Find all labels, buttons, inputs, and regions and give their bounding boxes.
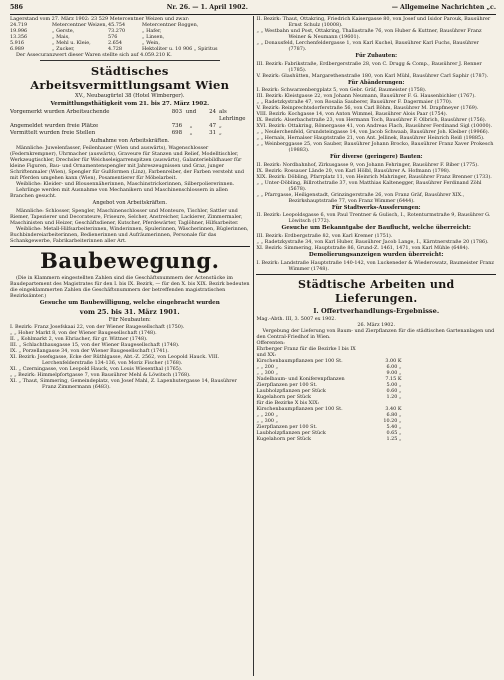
offer-cell: 1.25 „ (386, 436, 402, 443)
offer-male: Männliche: Schlosser, Spengler, Maschinenschlosser und Monteure, Tischler, Sattler und Riemer, Tapezierer und Decorateure, Friseure, Selcher, Anstreicher, Lackierer, Zimmermaler, Maschinisten und Heizer, Geschäftsdiener, Kutscher, Pferdewärter, Taglöhner, Hilfsarbeiter. (10, 207, 243, 226)
page-header (10, 4, 496, 15)
list-item: III. Bezirk: Erdbergstraße 82, von Karl Kremer (1751). (256, 233, 393, 240)
offer-cell: 6.00 „ (386, 364, 402, 371)
offer-cell: 10.20 „ (383, 418, 402, 425)
baubewegung-title: Baubewegung. (40, 247, 220, 273)
left-column (10, 16, 250, 676)
market-cell: 19.996 (10, 28, 28, 34)
market-note: Der Assecuranzwert dieser Waren stellte sich auf 4.059.210 K. (16, 52, 172, 58)
list-item: XIX. Bezirk: Döbling, Pfarrplatz 11, von Heinrich Mahringer, Bausührer Franz Brenner (1733). (256, 173, 492, 180)
list-item: IX. „ Porzellangasse 34, von der Wiener Baugesellschaft (1741). (10, 348, 169, 355)
bauten-heading: Für diverse (geringere) Bauten: (329, 154, 423, 161)
baubewegung-heading: Gesuche um Baubewilligung, welche eingebracht wurden (39, 299, 220, 306)
neubau-entries (10, 324, 250, 390)
list-item: IX. Bezirk: Alserbachstraße 23, von Hermann Toch, Bausührer F. Olbrich, Bausührer (1756). (256, 117, 487, 124)
market-cell: 5.916 (10, 40, 25, 46)
list-item: VIII. Bezirk: Kochgasse 14, von Anton Wimmel, Bausührer Alois Paar (1754). (256, 111, 448, 118)
list-item: „ „ Radetzkystraße 47, von Rosalia Sauberer, Bausührer F. Dagermaier (1770). (256, 99, 453, 106)
list-item: „ „ Pfarrgasse, Heiligenstadt, Grinzingerstraße 26, von Franz Gräf, Bausührer XIX., Bezirkshauptstraße 77, von Franz Wimmer (6444). (256, 191, 465, 204)
stats-cell: als Lehrlinge (219, 108, 246, 122)
list-item: „ „ Donausfeld, Lerchenfeldergasse 1, von Karl Kuchel, Bausührer Karl Fuchs, Bausührer (7787). (256, 40, 479, 52)
stats-cell: „ (189, 129, 193, 136)
demand-female: Weibliche: Kleider- und Blousennäherinnen, Maschinstrickerinnen, Silberpoliererinnen. (16, 181, 235, 188)
market-cell: 45.754 (108, 22, 126, 28)
offer-cell (356, 346, 401, 358)
list-item: XI. „ Czerningasse, von Leopold Hauck, von Louis Wiesenthal (1765). (10, 366, 183, 373)
market-cell: 73.270 (108, 28, 126, 34)
divider (40, 60, 220, 61)
market-cell: Metercentner Roggen, (142, 22, 199, 28)
stats-cell: 24 (209, 108, 216, 115)
offer-cell: 5.40 „ (386, 424, 402, 431)
offer-row (256, 436, 496, 442)
list-item: „ „ Hoher Markt 8, von der Wiener Baugesellschaft (1748). (10, 330, 157, 337)
entries-list (256, 212, 496, 224)
offer-cell: Laubholzpflanzen per Stück (256, 430, 326, 437)
list-item: XI. „ Thaut, Simmering, Gemeindeplatz, von Josef Mahl, Z. Lapenhutergasse 14, Bausührer Franz Zimmermann (6483). (10, 378, 237, 391)
list-item: „ „ Unter-Döbling, Billrothstraße 37, von Matthias Kaltenegger, Bausührer Ferdinand Zöhl (5678). (256, 179, 482, 192)
offer-cell: 0.65 „ (386, 430, 402, 437)
offer-heading: Angebot von Arbeitskräften. (92, 200, 167, 207)
stats-cell: Angemeldet wurden freie Plätze (10, 122, 99, 129)
offer-cell: für die Bezirke X bis XIX: (256, 400, 320, 407)
market-cell: „ Hafer, (142, 28, 162, 34)
market-cell: „ Wein, (142, 40, 160, 46)
offer-cell: Ehrberger Franz für die Bezirke I bis IX und XX: (256, 346, 356, 359)
list-item: II. Bezirk: Leopoldsgasse 6, von Paul Trentner & Gulisch, I., Rotenturmstraße 9, Bausührer G. Löwitsch (1772). (256, 212, 491, 225)
list-item: IX. Bezirk: Rossauer Lände 20, von Karl Hölbl, Bausührer A. Hofmann (1798). (256, 167, 451, 174)
entries-list (256, 162, 496, 204)
entries-list (256, 260, 496, 272)
stats-cell: „ (189, 122, 193, 129)
market-cell: 24.719 (10, 22, 28, 28)
market-cell: 2.654 (108, 40, 123, 46)
verhandlung-desc: Vergebung der Lieferung von Baum- und Zierpflanzen für die städtischen Gartenanlagen und den Central-Friedhof in Wien. (256, 328, 495, 341)
list-item: V. Bezirk: Reinprechtsdorferstraße 56, von Carl Böhm, Bausührer M. Drapfmeyer (1769). (256, 105, 479, 112)
stats-table (10, 109, 250, 137)
right-column (256, 16, 496, 676)
offer-cell: Zierpflanzen per 100 St. (256, 424, 317, 431)
stats-cell: 736 (171, 122, 182, 129)
market-intro: Lagerstand vom 27. März 1902: 23 529 Metercentner Weizen und zwar: (10, 16, 190, 22)
list-item: „ „ Weinberggasse 25, von Sauber, Bausührer Johann Brocko, Bausührer Franz Xaver Prokesch (19883). (256, 141, 494, 154)
offer-table (256, 346, 496, 442)
list-item: I. Bezirk: Landstraße Hauptstraße 140-142, von Luckeneder & Wiederowatz, Baumeister Franz Wimmer (1748). (256, 260, 494, 273)
list-item: „ „ Westbahn und Post, Ottakring, Thaliastraße 76, von Huber & Kuttner, Bausührer Franz Weiner & Neumann (19601). (256, 28, 482, 40)
offer-cell: Laubholzpflanzen per Stück (256, 388, 326, 395)
offer-cell: Kirschenbaumpflanzen per 100 St. (256, 358, 343, 365)
column-divider (253, 16, 254, 676)
verhandlung-date: 26. März 1902. (357, 322, 396, 329)
stats-cell: Vorgemerkt wurden Arbeitsuchende (10, 108, 110, 115)
market-cell: „ Zucker, (52, 46, 75, 52)
stats-row (10, 109, 250, 123)
offer-cell: 6.80 „ (386, 412, 402, 419)
offer-cell: „ „ 200 „ (256, 412, 279, 419)
list-item: XI. Bezirk: Simmering, Hauptstraße 86, Grund-Z. 1461, 1471, von Karl Mühle (6484). (256, 245, 470, 252)
demand-male: Männliche: Juwelenfasser, Feilenhauer (Wien und auswärts), Wagenschlosser (Federnkrempner), Uhrmacher (auswärts), Graveure für Stanzen und Relief, Modelltischler, Werkzeugtischler, Drechsler für Weichseleigarrenspitzen (auswärts), Galanteriebildhauer für kleine Figuren, Bau- und Ornamentenspengler mit Jahreszeugnissen und Graz, junger Schriftenmaler (Wien), Spengler für Gußformen (Linz), Farbenreiber, der Farben versteht und mit Pferden umgehen kann (Wien), Posamentierer für Möbelarbeit. (10, 145, 244, 182)
list-item: III. „ Schlachthausgasse 15, von der Wiener Baugesellschaft (1748). (10, 342, 180, 349)
list-item: XI. Bezirk: Josefsgasse, Ecke der Rüthlgasse, Abt.-Z. 2562, von Leopold Hauck. VIII. Lerchenfelderstraße 134-136, von Moriz Fischer (1768). (10, 354, 220, 367)
market-cell: Metercentner Weizen, (52, 22, 108, 28)
list-item: XVI. Bezirk: Ottakring, Römergasse 41, von Andreas Flach, Bausührer Ferdinand Sigl (10000). (256, 123, 493, 130)
entries-list (256, 16, 496, 52)
list-item: „ „ Hernals, Hernalser Hauptstraße 21, von Ant. Jellinek, Bausührer Heinrich Reiß (19885). (256, 135, 485, 142)
demand-apprentices: Lehrlinge werden mit Ausnahme von Mechanikern und Maschinenschlossern in allen Branchen gesucht. (10, 187, 228, 200)
stadtwerke-heading: Für Stadtwerks-Aussferungen: (331, 204, 421, 211)
abaenderungen-heading: Für Abänderungen: (347, 79, 405, 86)
offer-label: Offerenten: (256, 340, 285, 347)
list-item: „ „ Neulerchenfeld, Grundsteingasse 14, von Jacob Schwaab, Bausührer Joh. Kleiber (19966). (256, 129, 490, 136)
stats-cell: Vermittelt wurden freie Stellen (10, 129, 96, 136)
offer-cell: 1.20 „ (386, 394, 402, 401)
stats-cell: und (185, 108, 197, 115)
market-cell: „ Mais, (52, 34, 70, 40)
list-item: II. Bezirk: Nordbahnhof, Zirkusgasse 9, von Johann Fehringer, Bausührer F. Biber (1775). (256, 161, 479, 168)
period-heading: Vermittlungsthätigkeit vom 21. bis 27. März 1902. (50, 100, 210, 107)
list-item: I. Bezirk: Franz Josefskaai 22, von der Wiener Baugesellschaft (1750). (10, 324, 185, 331)
market-cell: „ Mehl u. Kleie, (52, 40, 91, 46)
page-number: 586 (10, 4, 23, 11)
offer-cell: „ „ 200 „ (256, 364, 279, 371)
offer-cell: 3.40 K (385, 406, 402, 413)
stats-cell: 803 (171, 108, 182, 115)
market-cell: 4.728 (108, 46, 123, 52)
divider (256, 274, 496, 275)
offer-cell: Kugelahorn per Stück (256, 436, 311, 443)
list-item: „ „ Bezirk: Himmelpfortgasse 7, von Bausührer Mehl & Löwitsch (1768). (10, 372, 191, 379)
offer-female: Weibliche: Metall-Hilfsarbeiterinnen, Winderinnen, Spulerinnen, Wäscherinnen, Büglerinnen, Buchbindereiarbeiterinnen, Bedienerinnen und Aufräumerinnen, Personale für das Schankgewerbe, Fabrikarbeiterinnen aller Art. (10, 225, 249, 244)
journal-title: — Allgemeine Nachrichten „c. (391, 4, 496, 11)
list-item: III. Bezirk: Fabrikstraße, Erdbergerstraße 28, von C. Drugg & Comp., Bausührer J. Renner (1785). (256, 60, 482, 73)
offer-cell: Nadelbaum- und Koniferenpflanzen (256, 376, 345, 383)
market-cell: 576 (108, 34, 118, 40)
stats-cell: „ (219, 129, 222, 136)
market-cell: 13.356 (10, 34, 28, 40)
stats-cell: 31 (209, 129, 216, 136)
section-subtitle: XV., Neubaugürtel 38 (Hotel Wimberger). (75, 93, 185, 99)
baubewegung-note: (Die in Klammern eingestellten Zahlen sind die Geschäftsnummern der Actenstücke im Baudepartement des Magistrates für den I. bis IX. Bezirk, — für den X. bis XIX. Bezirk bedeuten die eingeklammerten Zahlen die Geschäftsnummern der betreffenden magistratischen Bezirksämter.) (10, 274, 250, 299)
entries-list (256, 233, 496, 251)
zubauten-heading: Für Zubauten: (355, 53, 398, 59)
entries-list (256, 87, 496, 153)
offer-cell: „ „ 300 „ (256, 418, 279, 425)
stats-cell: „ (219, 122, 222, 129)
stats-row (10, 123, 250, 130)
offer-cell: 9.00 „ (386, 370, 402, 377)
offer-cell: 7.15 K (385, 376, 402, 383)
list-item: „ „ Radetzkystraße 34, von Karl Huber, Bausührer Jacob Lange, I., Kärntnerstraße 20 (1786). (256, 239, 489, 246)
entries-list (256, 61, 496, 79)
magistrat-ref: Mag.-Abth. III, 3. 5007 ex 1902. (256, 316, 336, 323)
divider (10, 246, 250, 247)
market-cell: 6.989 (10, 46, 25, 52)
offer-cell: Zierpflanzen per 100 St. (256, 382, 317, 389)
offer-cell: 5.00 „ (386, 382, 402, 389)
offer-cell: „ „ 300 „ (256, 370, 279, 377)
offer-row (256, 346, 496, 358)
market-cell: „ Gerste, (52, 28, 75, 34)
demand-heading: Aufnahme von Arbeitskräften. (90, 137, 170, 144)
offer-cell: 0.60 „ (386, 388, 402, 395)
offer-cell: Kugelahorn per Stück (256, 394, 311, 401)
stats-row (10, 130, 250, 137)
market-cell: „ Linsen, (142, 34, 165, 40)
stats-cell: 698 (171, 129, 182, 136)
bauflucht-heading: Gesuche um Bekanntgabe der Bauflucht, welche überreicht: (281, 225, 471, 232)
list-item: II. „ Kohlmarkt 2, von Ehriacher, für gr. Wittner (1748). (10, 336, 148, 343)
demolierung-heading: Demolierungsanzeigen wurden überreicht: (308, 252, 444, 259)
arbeiten-title: Städtische Arbeiten und Lieferungen. (297, 278, 455, 306)
market-cell: Hektoliter u. 10 906 „ Spiritus (142, 46, 218, 52)
section-title: Städtisches Arbeitsvermittlungsamt Wien (30, 64, 230, 92)
neubau-heading: Für Neubauten: (108, 316, 151, 323)
issue-info: Nr. 26. — 1. April 1902. (166, 4, 248, 11)
offer-cell: 3.00 K (385, 358, 402, 365)
baubewegung-dates: vom 25. bis 31. März 1901. (79, 307, 180, 316)
market-table (10, 22, 250, 52)
arbeiten-subtitle: I. Offertverhandlungs-Ergebnisse. (313, 307, 440, 316)
offer-cell: Kirschenbaumpflanzen per 100 St. (256, 406, 343, 413)
list-item: II. Bezirk: Thaut, Ottakring, Friedrich Kaisergasse 80, von Josef und Isidor Parouk, Bausührer Ernst Schulz (10008). (256, 16, 491, 28)
list-item: V. Bezirk: Glashütten, Margarethenstraße 180, von Karl Mühl, Bausührer Carl Saphir (1787). (256, 72, 489, 79)
list-item: III. Bezirk: Kleistgasse 22, von Johann Neumann, Bausührer F. G. Hausenbichler (1767). (256, 93, 476, 100)
list-item: I. Bezirk: Schwarzenbergplatz 5, von Gebr. Gräf, Baumeister (1758). (256, 87, 427, 94)
stats-cell: 47 (209, 122, 216, 129)
